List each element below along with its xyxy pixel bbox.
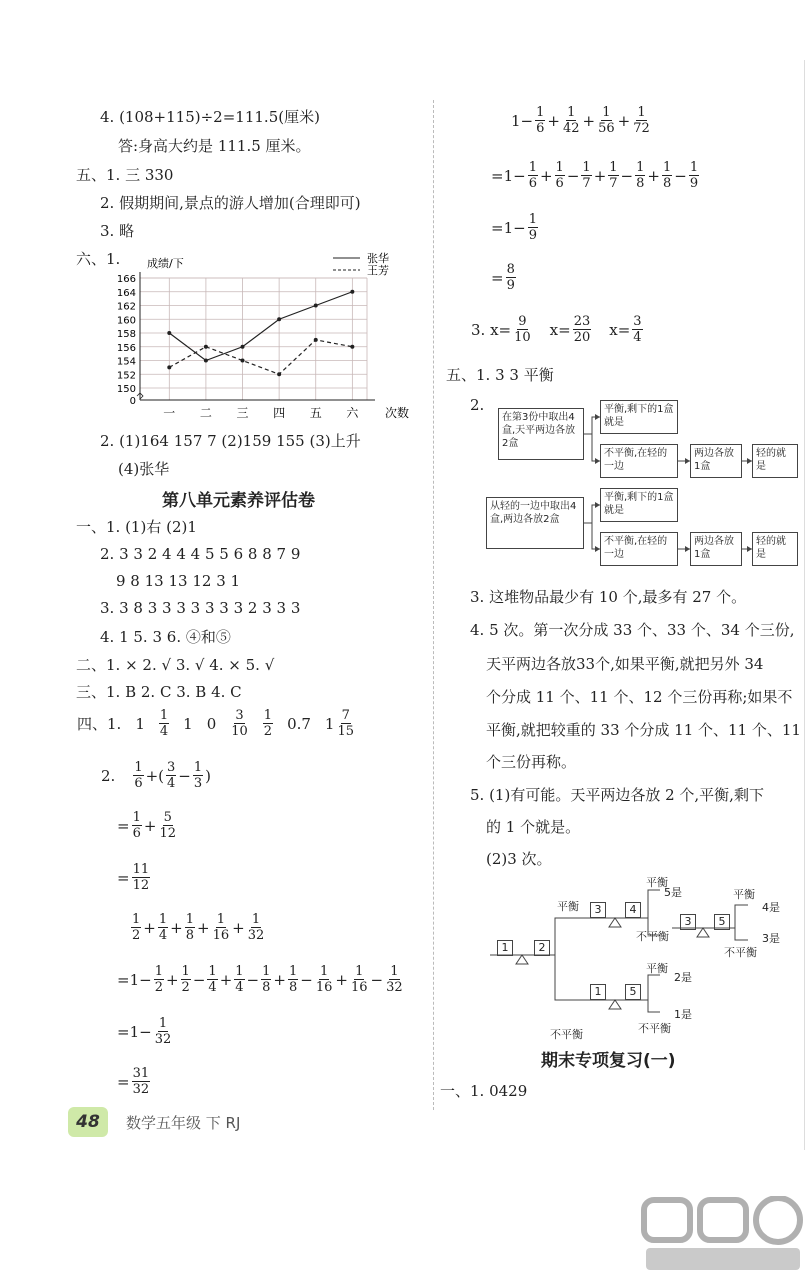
flow-box-each-2: 两边各放1盒 (690, 532, 742, 566)
y-tick-label: 158 (116, 329, 136, 340)
x-tick-label: 五 (309, 406, 322, 420)
flow-box-unbalanced-1: 不平衡,在轻的一边 (600, 444, 678, 478)
calc-3-line2: =1− $\frac{1}{2}$ + $\frac{1}{2}$ − $\frac{1}{4}$ + $\frac{1}{4}$ − $\frac{1}{8}$ + $\frac{1}{8}$ − $\frac{1}{16}$ + $\frac{1}{16}$ − $\frac{1}{32}$ (117, 964, 403, 995)
answer-four-1: 四、1. 1 $\frac{1}{4}$ 1 0 $\frac{3}{10}$ $\frac{1}{2}$ 0.7 1 $\frac{7}{15}$ (77, 708, 355, 739)
calc-3-line4: = $\frac{31}{32}$ (117, 1066, 150, 1097)
label-balance: 平衡 (646, 962, 668, 975)
answer-r-five-5b: 的 1 个就是。 (486, 818, 581, 836)
answer-r-five-5c: (2)3 次。 (486, 850, 552, 868)
y-tick-label: 150 (116, 384, 136, 395)
flow-box-balanced-2: 平衡,剩下的1盒就是 (600, 488, 678, 522)
value: 0.7 (287, 714, 311, 733)
calc-r-line2: =1− $\frac{1}{6}$ + $\frac{1}{6}$ − $\frac{1}{7}$ + $\frac{1}{7}$ − $\frac{1}{8}$ + $\frac{1}{8}$ − $\frac{1}{9}$ (491, 160, 699, 191)
x-tick-label: 四 (273, 406, 286, 420)
label-is4: 4是 (762, 901, 780, 914)
legend-label-a: 张华 (367, 252, 389, 265)
x-tick-label: 一 (163, 406, 176, 420)
answer-l4: 4. (108+115)÷2=111.5(厘米) (100, 108, 320, 126)
chart-x-label: 次数 (385, 406, 410, 420)
answer-r-five-4d: 平衡,就把较重的 33 个分成 11 个、11 个、11 (486, 721, 801, 739)
y-tick-label: 162 (116, 301, 136, 313)
label: x= (609, 320, 631, 339)
section-title-unit8: 第八单元素养评估卷 (162, 491, 315, 511)
fraction: $\frac{1}{4}$ (159, 708, 169, 739)
label: 四、1. (77, 715, 122, 733)
answer-one-2a: 2. 3 3 2 4 4 4 5 5 6 8 8 7 9 (100, 545, 301, 563)
flow-box-unbalanced-2: 不平衡,在轻的一边 (600, 532, 678, 566)
fraction: $\frac{1}{2}$ (263, 708, 273, 739)
value: 1 (324, 714, 335, 733)
flow-box-start-2: 从轻的一边中取出4盒,两边各放2盒 (486, 497, 584, 549)
label-balance: 平衡 (557, 900, 579, 913)
answer-six-1: 六、1. (76, 250, 121, 268)
calc-2-line1: 2. $\frac{1}{6}$ +( $\frac{3}{4}$ − $\frac{1}{3}$ ) (101, 760, 212, 791)
answer-six-2b: (4)张华 (118, 460, 170, 478)
label-unbalance: 不平衡 (638, 1022, 671, 1035)
x-tick-label: 二 (199, 406, 212, 420)
answer-five-3: 3. 略 (100, 222, 135, 240)
calc-r-line4: = $\frac{8}{9}$ (491, 262, 515, 293)
answer-l4-reply: 答:身高大约是 111.5 厘米。 (118, 137, 311, 155)
flow-box-balanced-1: 平衡,剩下的1盒就是 (600, 400, 678, 434)
book-title: 数学五年级 下 RJ (126, 1114, 241, 1132)
calc-r-line3: =1− $\frac{1}{9}$ (491, 212, 537, 243)
value: 1 (135, 714, 145, 733)
answer-one-3: 3. 3 8 3 3 3 3 3 3 3 2 3 3 3 (100, 599, 301, 617)
y-tick-label: 0 (129, 396, 136, 407)
answer-one-4: 4. 1 5. 3 6. ④和⑤ (100, 628, 231, 646)
y-tick-label: 156 (116, 342, 136, 354)
calc-2-line3: = $\frac{11}{12}$ (117, 862, 150, 893)
y-tick-label: 166 (116, 274, 136, 285)
y-tick-label: 164 (116, 287, 136, 299)
answer-five-2: 2. 假期期间,景点的游人增加(合理即可) (100, 194, 361, 212)
ball-1: 1 (497, 940, 513, 956)
answer-r-five-4a: 4. 5 次。第一次分成 33 个、33 个、34 个三份, (470, 621, 795, 639)
chart-y-label: 成绩/下 (147, 257, 184, 270)
answer-r-five-1: 五、1. 3 3 平衡 (446, 366, 554, 384)
flow-box-start-1: 在第3份中取出4盒,天平两边各放2盒 (498, 408, 584, 460)
answer-one-2b: 9 8 13 13 12 3 1 (116, 572, 241, 590)
flow-box-each-1: 两边各放1盒 (690, 444, 742, 478)
label: 3. x= (471, 320, 512, 339)
label: x= (549, 320, 571, 339)
label-is3: 3是 (762, 932, 780, 945)
answer-three: 三、1. B 2. C 3. B 4. C (76, 683, 242, 701)
x-tick-label: 六 (346, 406, 359, 420)
label-balance: 平衡 (733, 888, 755, 901)
label-unbalance: 不平衡 (636, 930, 669, 943)
y-tick-label: 160 (116, 315, 136, 327)
fraction: $\frac{3}{10}$ (231, 708, 248, 739)
label: 2. (101, 766, 116, 785)
label-is5: 5是 (664, 886, 682, 899)
y-tick-label: 154 (116, 356, 136, 368)
calc-3-line1: $\frac{1}{2}$ + $\frac{1}{4}$ + $\frac{1}{8}$ + $\frac{1}{16}$ + $\frac{1}{32}$ (132, 912, 265, 943)
label-is2: 2是 (674, 971, 692, 984)
answer-r-five-4e: 个三份再称。 (486, 753, 577, 771)
page-number: 48 (68, 1107, 108, 1137)
answer-two: 二、1. × 2. √ 3. √ 4. × 5. √ (76, 656, 275, 674)
watermark-logo (640, 1196, 806, 1276)
label-unbalance: 不平衡 (550, 1028, 583, 1041)
calc-3-line3: =1− $\frac{1}{32}$ (117, 1016, 172, 1047)
legend-label-b: 王芳 (367, 264, 389, 277)
answer-r-five-4c: 个分成 11 个、11 个、12 个三份再称;如果不 (486, 688, 793, 706)
label-unbalance: 不平衡 (724, 946, 757, 959)
x-tick-label: 三 (236, 406, 249, 420)
answer-r-five-3: 3. 这堆物品最少有 10 个,最多有 27 个。 (470, 588, 747, 606)
answer-final-1: 一、1. 0429 (440, 1082, 528, 1100)
calc-2-line2: = $\frac{1}{6}$ + $\frac{5}{12}$ (117, 810, 176, 841)
answer-six-2: 2. (1)164 157 7 (2)159 155 (3)上升 (100, 432, 361, 450)
answer-one-1: 一、1. (1)右 (2)1 (76, 518, 197, 536)
value: 0 (206, 714, 217, 733)
answer-r3: 3. x= $\frac{9}{10}$ x= $\frac{23}{20}$ x= $\frac{3}{4}$ (471, 314, 642, 345)
flow-box-lighter-2: 轻的就是 (752, 532, 798, 566)
fraction: $\frac{7}{15}$ (337, 708, 355, 739)
y-tick-label: 152 (116, 370, 136, 382)
label-balance: 平衡 (646, 876, 668, 889)
answer-r-five-2: 2. (470, 396, 485, 414)
answer-r-five-5a: 5. (1)有可能。天平两边各放 2 个,平衡,剩下 (470, 786, 764, 804)
answer-five-1: 五、1. 三 330 (76, 166, 174, 184)
section-title-final: 期末专项复习(一) (541, 1051, 676, 1071)
label-is1: 1是 (674, 1008, 692, 1021)
answer-r-five-4b: 天平两边各放33个,如果平衡,就把另外 34 (486, 655, 764, 673)
calc-r-line1: 1− $\frac{1}{6}$ + $\frac{1}{42}$ + $\frac{1}{56}$ + $\frac{1}{72}$ (511, 105, 650, 136)
flow-box-lighter-1: 轻的就是 (752, 444, 798, 478)
